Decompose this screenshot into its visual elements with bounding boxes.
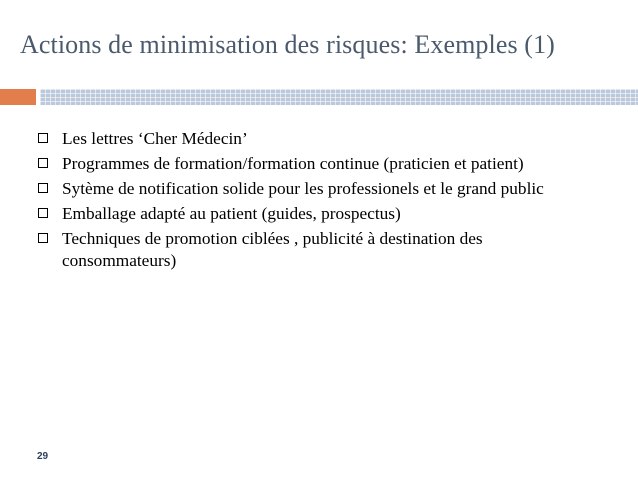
page-number: 29 — [37, 451, 49, 462]
bullet-item — [38, 178, 598, 200]
bullet-text: Programmes de formation/formation continue (praticien et patient) — [62, 154, 524, 173]
checkbox-bullet-icon — [38, 158, 48, 168]
bullet-text: Sytème de notification solide pour les professionels et le grand public — [62, 179, 544, 198]
bullet-list — [38, 128, 598, 275]
slide-title: Actions de minimisation des risques: Exemples (1) — [20, 30, 555, 59]
title-rule — [0, 89, 638, 105]
title-rule-bar — [40, 89, 638, 105]
bullet-item — [38, 228, 598, 272]
checkbox-bullet-icon — [38, 233, 48, 243]
bullet-text: Les lettres ‘Cher Médecin’ — [62, 129, 248, 148]
checkbox-bullet-icon — [38, 183, 48, 193]
bullet-item — [38, 203, 598, 225]
bullet-text: Emballage adapté au patient (guides, prospectus) — [62, 204, 401, 223]
title-rule-accent — [0, 89, 36, 105]
checkbox-bullet-icon — [38, 133, 48, 143]
bullet-item — [38, 153, 598, 175]
bullet-text: Techniques de promotion ciblées , publicité à destination des consommateurs) — [62, 229, 483, 270]
bullet-item — [38, 128, 598, 150]
checkbox-bullet-icon — [38, 208, 48, 218]
